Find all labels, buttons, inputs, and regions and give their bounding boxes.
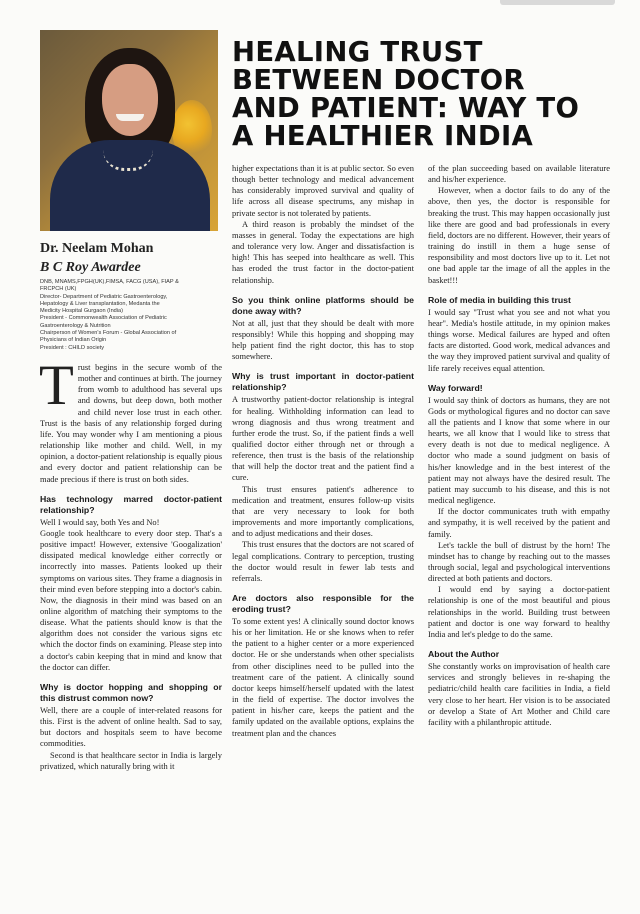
author-award: B C Roy Awardee — [40, 260, 141, 275]
paragraph: She constantly works on improvisation of health care services and strongly believes in re-shaping the pediatric/child health care facilities in India, a field very close to her heart. Her vision is to be associated or develop a State of Art Mother and Child care facility with a philanthropic attitude. — [428, 661, 610, 727]
credential-line: Director- Department of Pediatric Gastroenterology, — [40, 293, 168, 300]
credential-line: FRCPCH (UK) — [40, 286, 77, 293]
paragraph: To some extent yes! A clinically sound doctor knows his or her limitation. He or she knows when to refer the patient to a higher center or a more experienced doctor. He or she understands when other specialists from other disciplines need to be pulled into the treatment care of the patient. A clinically sound doctor keeps himself/herself updated with the latest in the field of expertise. The doctor involves the patient in his/her care, keeps the patient and the family updated on the available options, explains the treatment plan and the chances — [232, 616, 414, 738]
author-name: Dr. Neelam Mohan — [40, 241, 154, 256]
credential-line: President : CHILD society — [40, 344, 105, 351]
paragraph: Not at all, just that they should be dealt with more responsibly! While this hopping and shopping may help patient find the right doctor, this has to stop somewhere. — [232, 317, 414, 362]
section-heading: Are doctors also responsible for the eroding trust? — [232, 593, 414, 614]
photo-smile — [116, 114, 144, 121]
title-line-4: A HEALTHIER INDIA — [232, 120, 534, 152]
paragraph: higher expectations than it is at public sector. So even though better technology and medical advancement has considerably improved survival and quality of life across all disease spectrums, any mishap in private sector is not tolerated by patients. — [232, 163, 414, 218]
intro-paragraph — [39, 354, 222, 485]
section-heading: About the Author — [428, 649, 500, 660]
paragraph: I would end by saying a doctor-patient relationship is one of the most beautiful and pious relationships in the world. Building trust between patient and doctor is one way forward to healthy India and let's pledge to do the same. — [428, 584, 610, 639]
page-edge-tab — [500, 0, 615, 5]
drop-cap: T — [39, 354, 74, 417]
title-line-2: BETWEEN DOCTOR — [232, 64, 525, 96]
paragraph: If the doctor communicates truth with empathy and sympathy, it is well received by the patient and family. — [428, 506, 610, 539]
author-credentials — [40, 279, 222, 352]
credential-line: DNB, MNAMS,FPGH(UK),FIMSA, FACG (USA), FIAP & — [40, 279, 179, 285]
paragraph: This trust ensures that the doctors are not scared of legal complications. Contrary to perception, trusting the doctor would result in fewer lab tests and referrals. — [232, 539, 414, 583]
intro-text: rust begins in the secure womb of the mother and continues at birth. The journey from womb to adulthood has several ups and downs, but deep down, both mother and child never lose trust in each other. Trust is the basis of any relationship forged during life. You may wonder why I am mentioning a pious relationship like mother and child. Well, in my opinion, a doctor-patient relationship is equally pious and every doctor and patient relationship can be made precious if there is trust on both sides. — [40, 362, 222, 484]
section-heading: Way forward! — [428, 382, 483, 393]
paragraph: A third reason is probably the mindset of the masses in general. Today the expectations are high and tolerance very low. Anger and dissatisfaction is high! This has seeped into healthcare as well. This has eroded the trust factor in the doctor-patient relationship. — [232, 218, 414, 285]
credential-line: Medicity Hospital Gurgaon (India) — [40, 308, 124, 315]
credential-line: Hepatology & Liver transplantation, Medanta the — [40, 300, 160, 307]
paragraph: I would say think of doctors as humans, they are not Gods or mythological figures and no doctor can save all the patients and I know that some where in our hearts, we all know that I would like to stress that every death is not due to medical negligence. A doctor who made a sound judgment on basis of his/her knowledge and in the best interest of the patient may not always have the desired result. The patient may succumb to his disease, and this is not medical negligence. — [428, 394, 610, 506]
paragraph: Well I would say, both Yes and No! — [40, 516, 160, 527]
paragraph: of the plan succeeding based on available literature and his/her experience. — [428, 163, 610, 185]
section-heading: Why is trust important in doctor-patient relationship? — [232, 371, 414, 393]
photo-face — [102, 64, 158, 136]
paragraph: Let's tackle the bull of distrust by the horn! The mindset has to change by reaching out to the masses through social, legal and psychological interventions directed at both patients and doctors. — [428, 539, 610, 584]
section-heading: Why is doctor hopping and shopping or this distrust common now? — [40, 681, 222, 703]
article-column-3 — [428, 163, 610, 728]
section-heading: So you think online platforms should be done away with? — [232, 294, 414, 316]
section-heading: Role of media in building this trust — [428, 294, 571, 305]
paragraph: Second is that healthcare sector in India is largely privatized, which naturally bring with it — [40, 749, 222, 771]
credential-line: Gastroenterology & Nutrition — [40, 322, 111, 329]
credential-line: Physicians of Indian Origin — [40, 337, 107, 344]
author-block — [40, 240, 222, 352]
paragraph: Well, there are a couple of inter-related reasons for this. First is the advent of online health. Sad to say, but doctors and hospitals seem to have become commodities. — [40, 704, 222, 749]
paragraph: A trustworthy patient-doctor relationship is integral for healing. Withholding information can lead to wrong diagnosis and thus wrong treatment and further erode the trust. So, if the patient finds a well qualified doctor either through net or through a reference, then trust is the basis of the relationship that will help the doctor treat and the patient find a cure. — [232, 394, 414, 483]
title-line-3: AND PATIENT: WAY TO — [232, 92, 580, 124]
author-photo — [40, 30, 218, 231]
paragraph: I would say "Trust what you see and not what you hear". Media's hostile attitude, in my opinion makes things worse. Medical failures are hyped and often facts are distorted. Good work, medical advances and the way they improved patient survival and quality of life rarely receives equal attention. — [428, 306, 610, 373]
credential-line: President - Commonwealth Association of Pediatric — [40, 315, 167, 322]
article-title — [232, 38, 607, 150]
section-heading: Has technology marred doctor-patient relationship? — [40, 493, 222, 515]
paragraph: However, when a doctor fails to do any of the above, then yes, the doctor is responsible for breaking the trust. This may happen occasionally just like there are good and bad professionals in every field, doctors are no different. However, their years of training do instill in them a huge sense of responsibility and most doctors live up to it. Let not one bad apple tar the image of all the apples in the basket!!! — [428, 185, 611, 285]
title-line-1: HEALING TRUST — [232, 36, 483, 68]
article-column-1 — [39, 354, 222, 772]
paragraph: This trust ensures patient's adherence to medication and treatment, ensures follow-up visits that are very necessary to look for both improvements and more importantly complications, and to adjust medications and their doses. — [232, 483, 414, 539]
credential-line: Chairperson of Women's Forum - Global Association of — [40, 330, 177, 337]
article-column-2 — [232, 163, 414, 739]
paragraph: Google took healthcare to every door step. That's a positive impact! However, extensive 'Googalization' dissipated medical knowledge either correctly or incorrectly into masses. Patients looked up their symptoms on various sites. They frame a diagnosis in their mind even before stepping into a doctor's cabin. Now, the diagnosis in their mind was based on an online algorithm of matching their symptoms to the disease. What the patients should know is that the algorithm does not consider the various signs etc which the doctor finds on examining. Please step into a doctor's cabin keeping that in mind and know that the doctor can differ. — [40, 527, 222, 672]
